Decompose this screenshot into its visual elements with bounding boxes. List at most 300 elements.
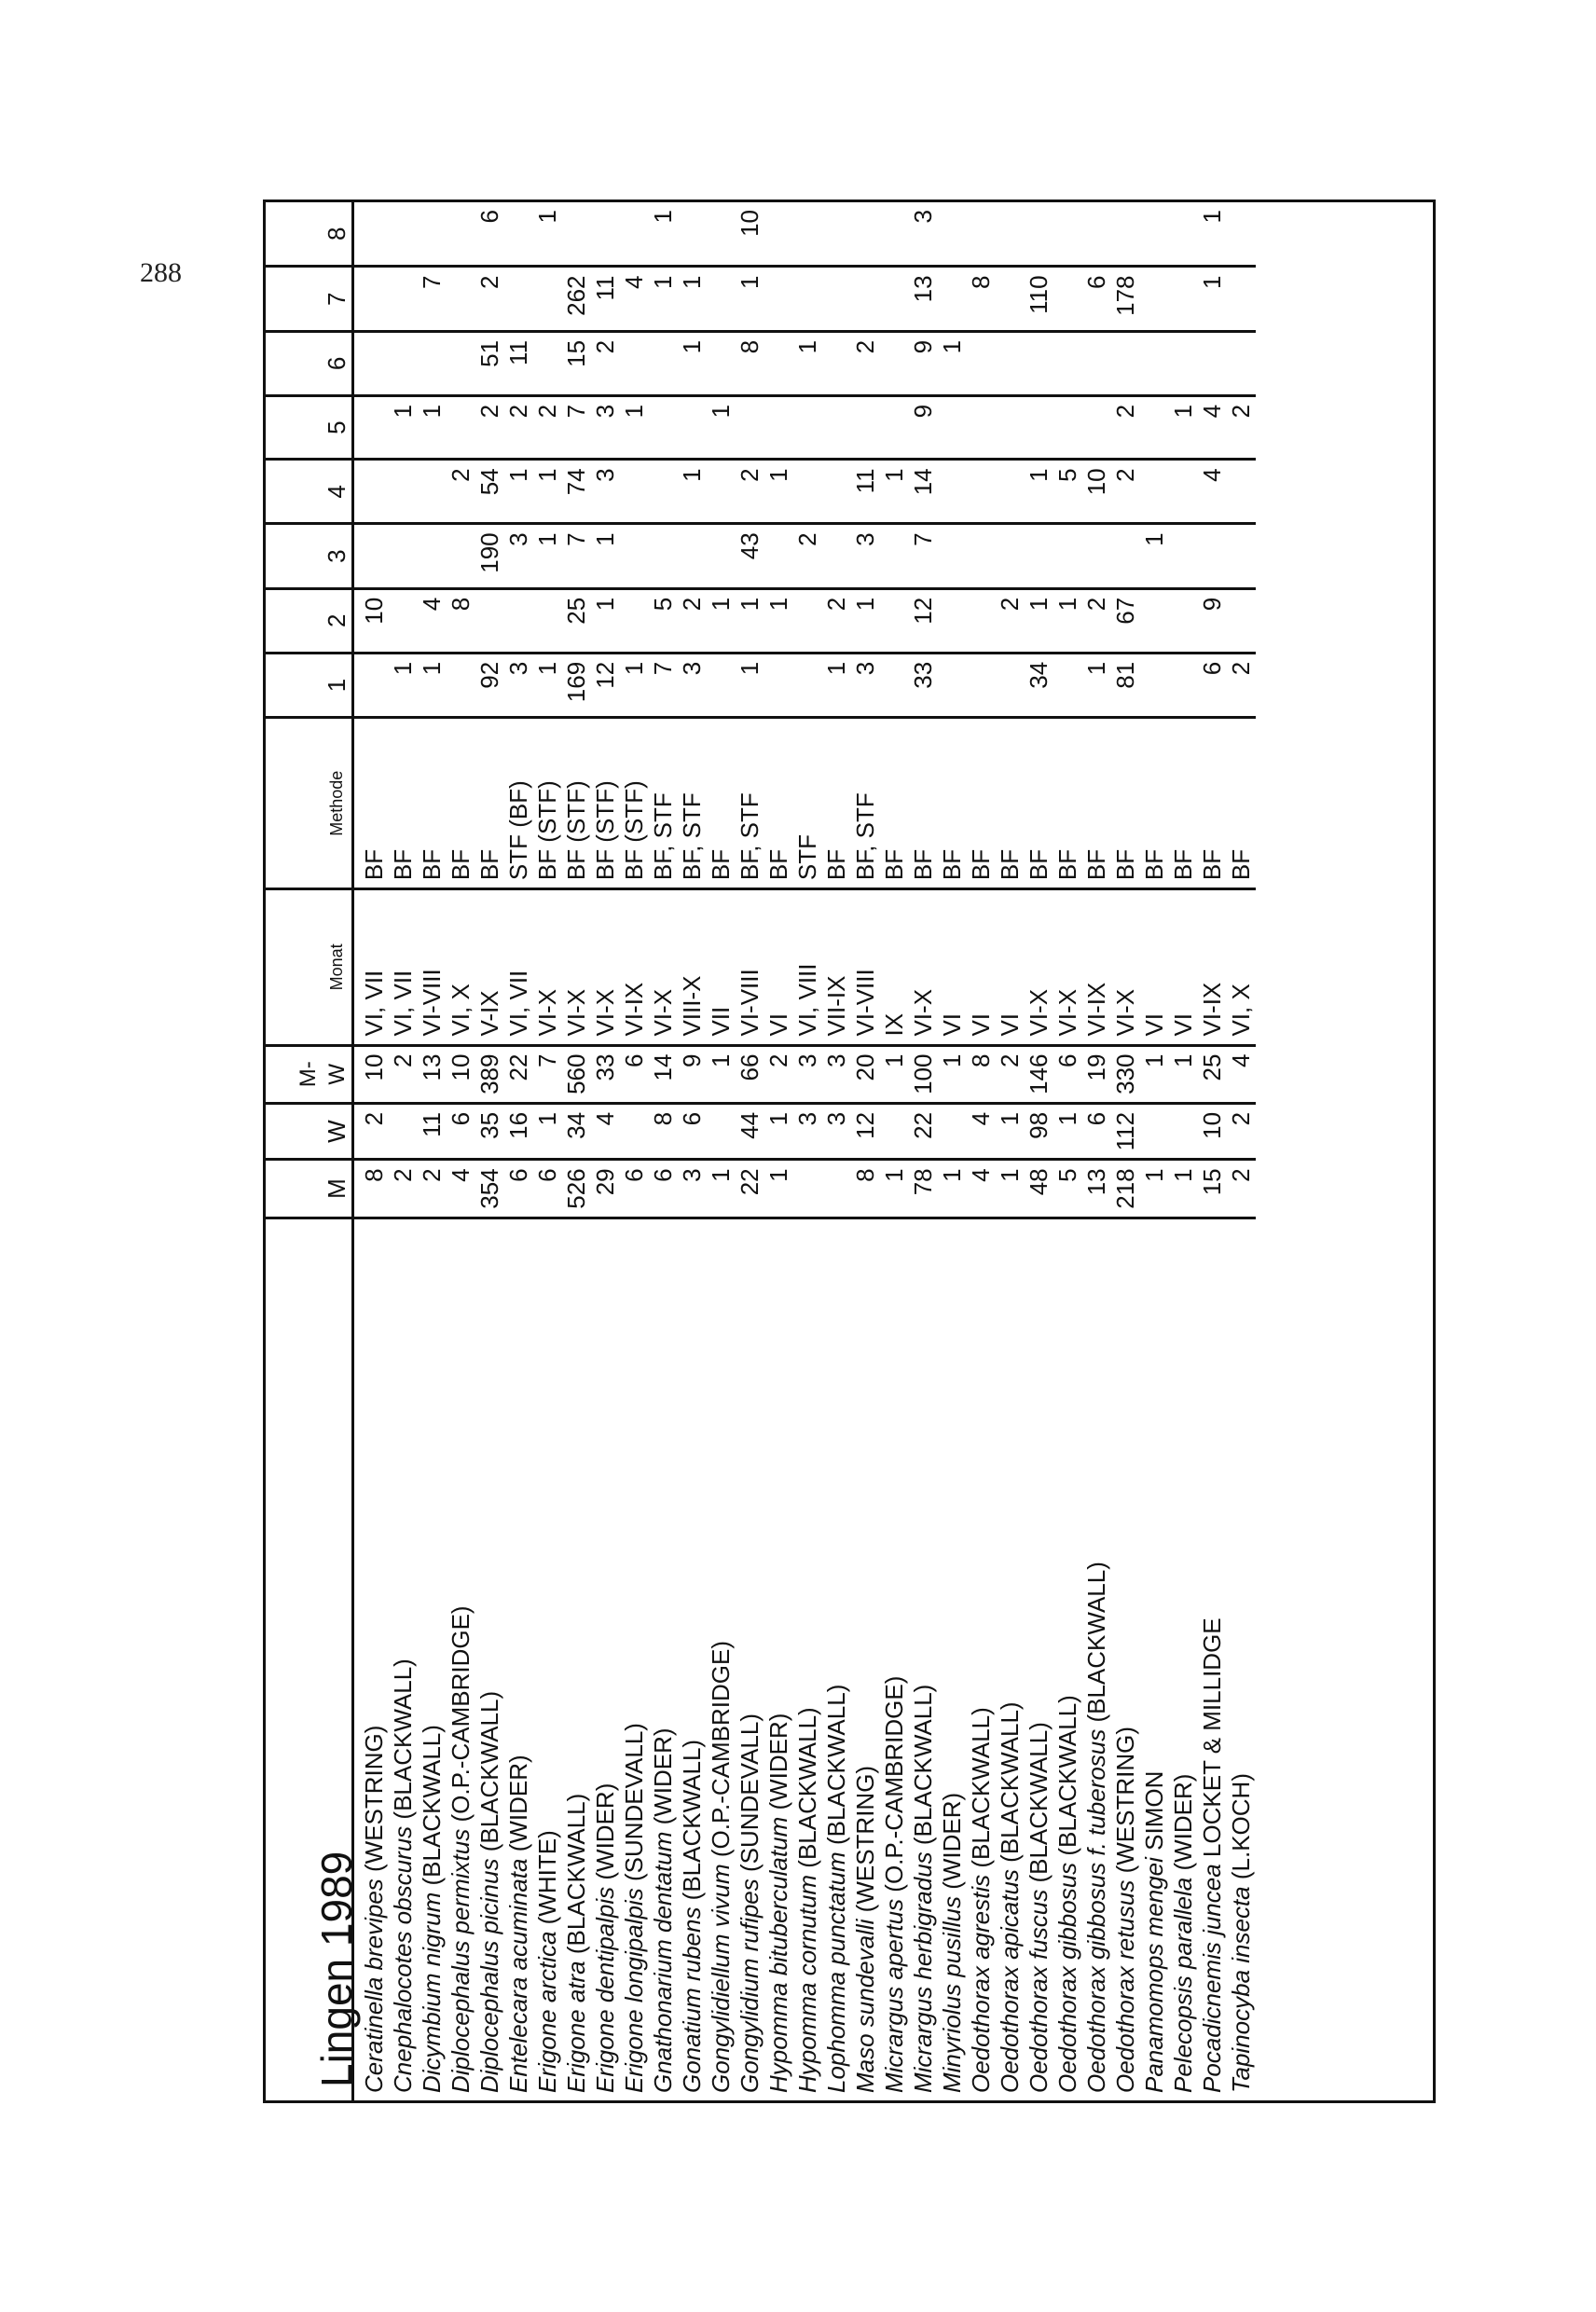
cell-w: 2 bbox=[1227, 1103, 1256, 1159]
cell-methode: BF bbox=[909, 718, 938, 889]
cell-6 bbox=[1053, 331, 1082, 395]
species-author: (BLACKWALL) bbox=[1082, 1562, 1110, 1729]
cell-w: 1 bbox=[533, 1103, 562, 1159]
cell-methode: STF bbox=[793, 718, 822, 889]
table-row bbox=[996, 202, 1025, 2100]
cell-monat: VI-X bbox=[1053, 889, 1082, 1045]
cell-w: 4 bbox=[967, 1103, 996, 1159]
cell-6 bbox=[967, 331, 996, 395]
cell-3 bbox=[1227, 524, 1256, 588]
species-cell bbox=[447, 1218, 475, 2100]
species-name: Oedothorax fuscus bbox=[1025, 1889, 1053, 2093]
species-name: Hypomma bituberculatum bbox=[764, 1816, 792, 2093]
cell-5 bbox=[678, 395, 707, 459]
cell-6: 1 bbox=[678, 331, 707, 395]
cell-2: 12 bbox=[909, 588, 938, 653]
table-row bbox=[822, 202, 851, 2100]
col-header-2: 2 bbox=[266, 588, 353, 653]
cell-methode: BF bbox=[1082, 718, 1111, 889]
cell-w: 112 bbox=[1111, 1103, 1140, 1159]
cell-monat: VIII-X bbox=[678, 889, 707, 1045]
species-name: Erigone dentipalpis bbox=[591, 1886, 619, 2093]
cell-6 bbox=[1227, 331, 1256, 395]
table-row bbox=[736, 202, 764, 2100]
cell-3 bbox=[1111, 524, 1140, 588]
table-row bbox=[475, 202, 504, 2100]
cell-8 bbox=[822, 202, 851, 267]
species-name: Pocadicnemis juncea bbox=[1198, 1864, 1226, 2093]
table-row bbox=[418, 202, 447, 2100]
cell-4: 1 bbox=[1025, 460, 1053, 524]
cell-3 bbox=[649, 524, 678, 588]
cell-2: 9 bbox=[1198, 588, 1227, 653]
cell-methode: BF bbox=[475, 718, 504, 889]
cell-8: 6 bbox=[475, 202, 504, 267]
table-row bbox=[909, 202, 938, 2100]
cell-3 bbox=[707, 524, 736, 588]
cell-1: 1 bbox=[736, 653, 764, 717]
species-name: Diplocephalus picinus bbox=[475, 1858, 503, 2093]
species-author: (BLACKWALL) bbox=[389, 1658, 417, 1826]
cell-7: 1 bbox=[736, 267, 764, 331]
cell-2: 1 bbox=[764, 588, 793, 653]
cell-1: 81 bbox=[1111, 653, 1140, 717]
cell-4 bbox=[389, 460, 418, 524]
cell-monat: VI-VIII bbox=[736, 889, 764, 1045]
species-name: Lophomma punctatum bbox=[822, 1851, 850, 2093]
cell-7: 6 bbox=[1082, 267, 1111, 331]
cell-7 bbox=[707, 267, 736, 331]
species-author: (BLACKWALL) bbox=[967, 1707, 995, 1875]
cell-m: 6 bbox=[649, 1160, 678, 1218]
cell-8 bbox=[851, 202, 880, 267]
cell-m: 48 bbox=[1025, 1160, 1053, 1218]
col-header-methode: Methode bbox=[266, 718, 353, 889]
species-cell bbox=[562, 1218, 591, 2100]
cell-methode: BF (STF) bbox=[562, 718, 591, 889]
col-header-7: 7 bbox=[266, 267, 353, 331]
cell-8 bbox=[793, 202, 822, 267]
cell-w bbox=[880, 1103, 909, 1159]
species-author: (WESTRING) bbox=[851, 1765, 879, 1920]
cell-6: 2 bbox=[851, 331, 880, 395]
cell-5 bbox=[1082, 395, 1111, 459]
cell-m: 2 bbox=[418, 1160, 447, 1218]
cell-mw: 33 bbox=[591, 1045, 620, 1103]
cell-w: 34 bbox=[562, 1103, 591, 1159]
cell-6 bbox=[620, 331, 649, 395]
cell-7 bbox=[1227, 267, 1256, 331]
table-row bbox=[1053, 202, 1082, 2100]
cell-4 bbox=[1140, 460, 1169, 524]
cell-1: 2 bbox=[1227, 653, 1256, 717]
cell-monat: VI-X bbox=[533, 889, 562, 1045]
cell-w: 12 bbox=[851, 1103, 880, 1159]
cell-w: 4 bbox=[591, 1103, 620, 1159]
cell-1: 1 bbox=[620, 653, 649, 717]
cell-methode: BF bbox=[822, 718, 851, 889]
cell-2: 1 bbox=[591, 588, 620, 653]
cell-7 bbox=[793, 267, 822, 331]
species-name: Diplocephalus permixtus bbox=[447, 1828, 475, 2093]
cell-4: 2 bbox=[736, 460, 764, 524]
species-cell bbox=[1198, 1218, 1227, 2100]
cell-1: 1 bbox=[1082, 653, 1111, 717]
species-name: Panamomops mengei bbox=[1140, 1857, 1168, 2093]
species-cell bbox=[764, 1218, 793, 2100]
cell-7: 1 bbox=[678, 267, 707, 331]
cell-5 bbox=[996, 395, 1025, 459]
cell-w: 16 bbox=[504, 1103, 533, 1159]
cell-5: 2 bbox=[1111, 395, 1140, 459]
cell-6 bbox=[822, 331, 851, 395]
cell-4 bbox=[822, 460, 851, 524]
cell-6 bbox=[880, 331, 909, 395]
cell-2 bbox=[967, 588, 996, 653]
cell-7 bbox=[1053, 267, 1082, 331]
cell-7 bbox=[764, 267, 793, 331]
cell-methode: BF bbox=[1227, 718, 1256, 889]
cell-5 bbox=[649, 395, 678, 459]
cell-6 bbox=[1025, 331, 1053, 395]
cell-methode: BF, STF bbox=[851, 718, 880, 889]
cell-m bbox=[793, 1160, 822, 1218]
cell-methode: BF bbox=[1169, 718, 1198, 889]
cell-methode: BF bbox=[707, 718, 736, 889]
cell-3: 3 bbox=[504, 524, 533, 588]
cell-2 bbox=[620, 588, 649, 653]
cell-5: 1 bbox=[620, 395, 649, 459]
cell-2 bbox=[1140, 588, 1169, 653]
species-cell bbox=[1025, 1218, 1053, 2100]
cell-2: 2 bbox=[1082, 588, 1111, 653]
cell-3: 43 bbox=[736, 524, 764, 588]
cell-5: 2 bbox=[533, 395, 562, 459]
cell-m: 1 bbox=[880, 1160, 909, 1218]
cell-8 bbox=[707, 202, 736, 267]
cell-mw: 13 bbox=[418, 1045, 447, 1103]
cell-3 bbox=[880, 524, 909, 588]
cell-7 bbox=[880, 267, 909, 331]
cell-methode: BF, STF bbox=[649, 718, 678, 889]
cell-6: 8 bbox=[736, 331, 764, 395]
species-author: (O.P.-CAMBRIDGE) bbox=[707, 1641, 735, 1865]
cell-4: 2 bbox=[1111, 460, 1140, 524]
cell-m: 29 bbox=[591, 1160, 620, 1218]
species-author: (BLACKWALL) bbox=[1053, 1695, 1081, 1863]
cell-monat: VII bbox=[707, 889, 736, 1045]
species-author: (BLACKWALL) bbox=[562, 1793, 590, 1961]
cell-w: 2 bbox=[353, 1103, 390, 1159]
cell-5: 1 bbox=[418, 395, 447, 459]
cell-8 bbox=[389, 202, 418, 267]
cell-1: 34 bbox=[1025, 653, 1053, 717]
cell-mw: 1 bbox=[880, 1045, 909, 1103]
cell-1: 6 bbox=[1198, 653, 1227, 717]
species-name: Erigone arctica bbox=[533, 1931, 561, 2093]
species-name: Gongylidiellum vivum bbox=[707, 1864, 735, 2093]
col-header-3: 3 bbox=[266, 524, 353, 588]
cell-m bbox=[822, 1160, 851, 1218]
cell-8: 1 bbox=[533, 202, 562, 267]
cell-2: 1 bbox=[1025, 588, 1053, 653]
species-author: (O.P.-CAMBRIDGE) bbox=[447, 1605, 475, 1829]
cell-3 bbox=[678, 524, 707, 588]
cell-6 bbox=[1140, 331, 1169, 395]
cell-5 bbox=[793, 395, 822, 459]
cell-7 bbox=[996, 267, 1025, 331]
cell-5: 1 bbox=[1169, 395, 1198, 459]
cell-m: 15 bbox=[1198, 1160, 1227, 1218]
cell-w: 98 bbox=[1025, 1103, 1053, 1159]
cell-m: 218 bbox=[1111, 1160, 1140, 1218]
cell-2 bbox=[1169, 588, 1198, 653]
table-row bbox=[389, 202, 418, 2100]
species-cell bbox=[1140, 1218, 1169, 2100]
cell-w: 11 bbox=[418, 1103, 447, 1159]
cell-mw: 330 bbox=[1111, 1045, 1140, 1103]
cell-methode: BF bbox=[1198, 718, 1227, 889]
cell-6 bbox=[707, 331, 736, 395]
species-cell bbox=[389, 1218, 418, 2100]
cell-methode: BF bbox=[1025, 718, 1053, 889]
cell-mw: 25 bbox=[1198, 1045, 1227, 1103]
cell-1: 7 bbox=[649, 653, 678, 717]
cell-2 bbox=[1227, 588, 1256, 653]
species-cell bbox=[736, 1218, 764, 2100]
cell-1 bbox=[1053, 653, 1082, 717]
cell-monat: IX bbox=[880, 889, 909, 1045]
col-header-monat: Monat bbox=[266, 889, 353, 1045]
cell-4 bbox=[1169, 460, 1198, 524]
cell-4: 1 bbox=[880, 460, 909, 524]
species-name: Dicymbium nigrum bbox=[418, 1892, 446, 2093]
cell-monat: VI, VII bbox=[353, 889, 390, 1045]
cell-2: 1 bbox=[851, 588, 880, 653]
cell-6 bbox=[1198, 331, 1227, 395]
species-cell bbox=[793, 1218, 822, 2100]
cell-2: 8 bbox=[447, 588, 475, 653]
species-author: (BLACKWALL) bbox=[678, 1739, 706, 1907]
cell-2: 1 bbox=[736, 588, 764, 653]
cell-mw: 2 bbox=[996, 1045, 1025, 1103]
cell-4 bbox=[967, 460, 996, 524]
cell-m: 3 bbox=[678, 1160, 707, 1218]
cell-2: 25 bbox=[562, 588, 591, 653]
cell-3 bbox=[1198, 524, 1227, 588]
species-author: (BLACKWALL) bbox=[996, 1701, 1024, 1870]
cell-methode: BF (STF) bbox=[591, 718, 620, 889]
cell-6 bbox=[533, 331, 562, 395]
species-author: (WIDER) bbox=[504, 1755, 532, 1859]
cell-6 bbox=[1111, 331, 1140, 395]
cell-1: 169 bbox=[562, 653, 591, 717]
species-cell bbox=[1169, 1218, 1198, 2100]
cell-7 bbox=[938, 267, 967, 331]
cell-1 bbox=[996, 653, 1025, 717]
cell-mw: 1 bbox=[707, 1045, 736, 1103]
cell-7: 2 bbox=[475, 267, 504, 331]
cell-1 bbox=[353, 653, 390, 717]
species-author: (BLACKWALL) bbox=[1025, 1722, 1053, 1890]
cell-monat: VI-X bbox=[909, 889, 938, 1045]
species-author: LOCKET & MILLIDGE bbox=[1198, 1617, 1226, 1865]
cell-8: 1 bbox=[1198, 202, 1227, 267]
cell-8 bbox=[1082, 202, 1111, 267]
cell-5 bbox=[938, 395, 967, 459]
cell-6: 15 bbox=[562, 331, 591, 395]
species-name: Erigone longipalpis bbox=[620, 1888, 648, 2093]
species-cell bbox=[1082, 1218, 1111, 2100]
species-cell bbox=[909, 1218, 938, 2100]
cell-5 bbox=[967, 395, 996, 459]
cell-7 bbox=[1140, 267, 1169, 331]
cell-4 bbox=[938, 460, 967, 524]
cell-6 bbox=[353, 331, 390, 395]
cell-methode: BF, STF bbox=[736, 718, 764, 889]
cell-7 bbox=[447, 267, 475, 331]
cell-mw: 66 bbox=[736, 1045, 764, 1103]
cell-5: 9 bbox=[909, 395, 938, 459]
cell-w: 10 bbox=[1198, 1103, 1227, 1159]
cell-6: 1 bbox=[793, 331, 822, 395]
cell-mw: 2 bbox=[764, 1045, 793, 1103]
species-name: Maso sundevalli bbox=[851, 1919, 879, 2093]
cell-8 bbox=[678, 202, 707, 267]
species-name: Cnephalocotes obscurus bbox=[389, 1825, 417, 2093]
cell-8 bbox=[1227, 202, 1256, 267]
cell-methode: BF bbox=[967, 718, 996, 889]
cell-monat: VI bbox=[967, 889, 996, 1045]
col-header-mw-top: M- bbox=[296, 1061, 321, 1088]
cell-m: 4 bbox=[967, 1160, 996, 1218]
cell-6: 1 bbox=[938, 331, 967, 395]
species-author: (WIDER) bbox=[1169, 1773, 1197, 1878]
species-author: (WHITE) bbox=[533, 1830, 561, 1932]
table-row bbox=[1140, 202, 1169, 2100]
cell-methode: BF bbox=[938, 718, 967, 889]
species-author: (BLACKWALL) bbox=[793, 1707, 821, 1875]
cell-m: 2 bbox=[1227, 1160, 1256, 1218]
cell-w: 1 bbox=[996, 1103, 1025, 1159]
species-author: (WIDER) bbox=[764, 1713, 792, 1817]
species-author: (BLACKWALL) bbox=[909, 1684, 937, 1852]
species-cell bbox=[678, 1218, 707, 2100]
cell-6: 51 bbox=[475, 331, 504, 395]
table-row bbox=[938, 202, 967, 2100]
cell-3 bbox=[996, 524, 1025, 588]
cell-2: 1 bbox=[1053, 588, 1082, 653]
species-cell bbox=[504, 1218, 533, 2100]
cell-mw: 14 bbox=[649, 1045, 678, 1103]
cell-methode: BF bbox=[389, 718, 418, 889]
cell-w: 3 bbox=[822, 1103, 851, 1159]
cell-7 bbox=[851, 267, 880, 331]
cell-2 bbox=[533, 588, 562, 653]
species-author: (WESTRING) bbox=[1111, 1726, 1139, 1880]
cell-8 bbox=[880, 202, 909, 267]
cell-4: 11 bbox=[851, 460, 880, 524]
table-row bbox=[793, 202, 822, 2100]
cell-8: 3 bbox=[909, 202, 938, 267]
species-name: Oedothorax apicatus bbox=[996, 1869, 1024, 2093]
cell-w: 6 bbox=[678, 1103, 707, 1159]
cell-m: 5 bbox=[1053, 1160, 1082, 1218]
species-name: Oedothorax gibbosus f. tuberosus bbox=[1082, 1728, 1110, 2093]
cell-6 bbox=[764, 331, 793, 395]
cell-1: 1 bbox=[533, 653, 562, 717]
cell-1 bbox=[938, 653, 967, 717]
cell-m: 1 bbox=[1140, 1160, 1169, 1218]
cell-6: 11 bbox=[504, 331, 533, 395]
cell-w bbox=[707, 1103, 736, 1159]
cell-5: 7 bbox=[562, 395, 591, 459]
cell-monat: VI-VIII bbox=[418, 889, 447, 1045]
cell-5 bbox=[851, 395, 880, 459]
cell-8 bbox=[1025, 202, 1053, 267]
cell-1: 1 bbox=[822, 653, 851, 717]
cell-5 bbox=[1140, 395, 1169, 459]
cell-monat: VI-X bbox=[649, 889, 678, 1045]
cell-3 bbox=[938, 524, 967, 588]
table-row bbox=[353, 202, 390, 2100]
cell-3 bbox=[620, 524, 649, 588]
cell-2 bbox=[880, 588, 909, 653]
cell-5 bbox=[1053, 395, 1082, 459]
cell-methode: BF bbox=[418, 718, 447, 889]
species-name: Gongylidium rufipes bbox=[736, 1878, 764, 2093]
cell-m: 8 bbox=[353, 1160, 390, 1218]
cell-7 bbox=[389, 267, 418, 331]
cell-1 bbox=[707, 653, 736, 717]
cell-1 bbox=[967, 653, 996, 717]
cell-mw: 8 bbox=[967, 1045, 996, 1103]
cell-5 bbox=[822, 395, 851, 459]
cell-3: 1 bbox=[1140, 524, 1169, 588]
cell-7: 178 bbox=[1111, 267, 1140, 331]
cell-2: 2 bbox=[996, 588, 1025, 653]
cell-7: 1 bbox=[649, 267, 678, 331]
table-row bbox=[967, 202, 996, 2100]
table-row bbox=[1111, 202, 1140, 2100]
cell-8: 10 bbox=[736, 202, 764, 267]
table-row bbox=[591, 202, 620, 2100]
cell-mw: 4 bbox=[1227, 1045, 1256, 1103]
cell-mw: 1 bbox=[1169, 1045, 1198, 1103]
cell-8 bbox=[353, 202, 390, 267]
cell-m: 1 bbox=[996, 1160, 1025, 1218]
species-name: Micrargus herbigradus bbox=[909, 1851, 937, 2093]
cell-m: 2 bbox=[389, 1160, 418, 1218]
cell-3 bbox=[389, 524, 418, 588]
species-cell bbox=[620, 1218, 649, 2100]
cell-monat: VI-VIII bbox=[851, 889, 880, 1045]
col-header-1: 1 bbox=[266, 653, 353, 717]
species-author: (O.P.-CAMBRIDGE) bbox=[880, 1675, 908, 1899]
species-cell bbox=[822, 1218, 851, 2100]
page-number: 288 bbox=[140, 257, 182, 288]
cell-mw: 100 bbox=[909, 1045, 938, 1103]
cell-4: 1 bbox=[504, 460, 533, 524]
cell-8 bbox=[938, 202, 967, 267]
cell-monat: VI-X bbox=[591, 889, 620, 1045]
table-row bbox=[851, 202, 880, 2100]
cell-3 bbox=[822, 524, 851, 588]
cell-w: 8 bbox=[649, 1103, 678, 1159]
cell-m: 6 bbox=[620, 1160, 649, 1218]
cell-w bbox=[938, 1103, 967, 1159]
cell-7: 8 bbox=[967, 267, 996, 331]
